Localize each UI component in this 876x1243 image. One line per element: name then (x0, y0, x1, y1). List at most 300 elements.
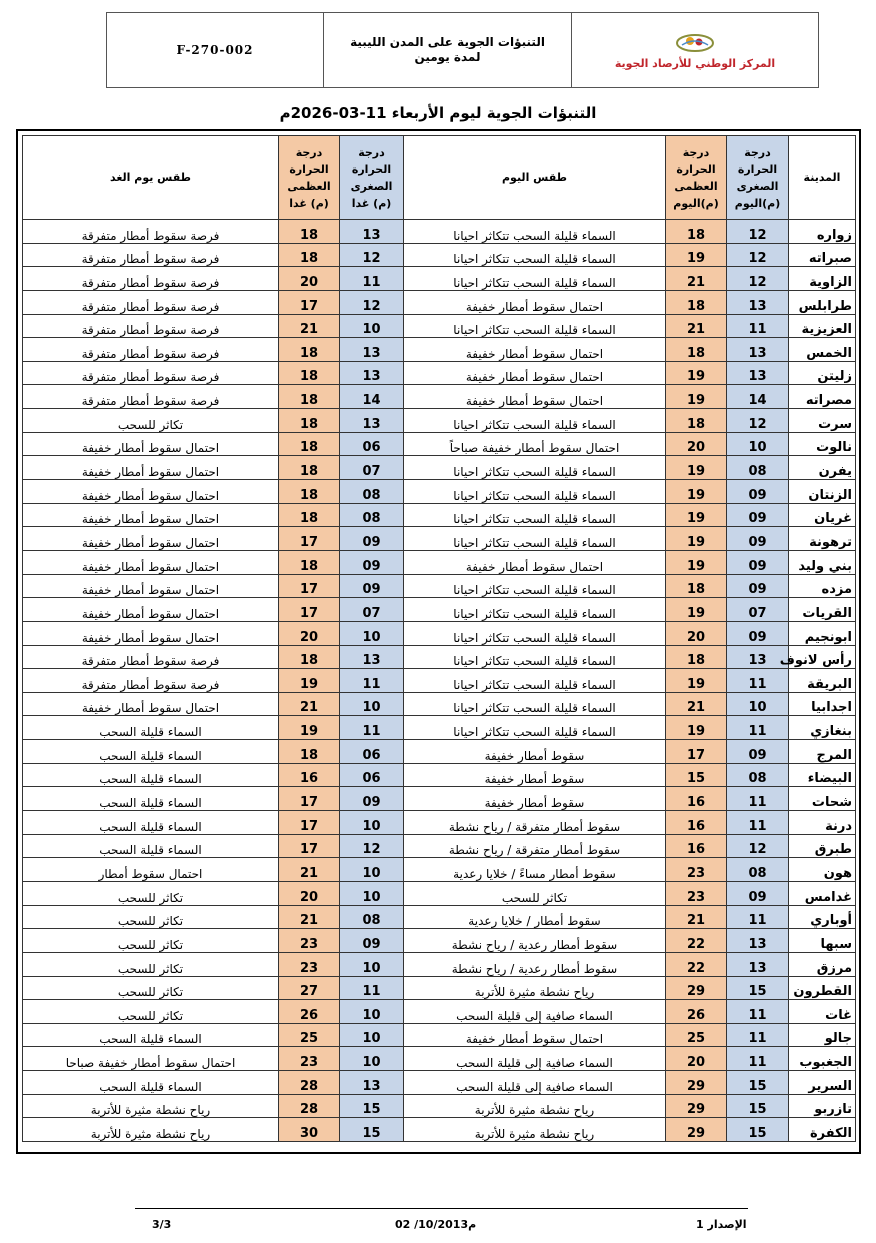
cell-min-today: 11 (727, 314, 789, 338)
cell-min-tomorrow: 10 (340, 858, 404, 882)
cell-max-tomorrow: 16 (279, 763, 340, 787)
table-row (23, 290, 856, 314)
cell-weather-tomorrow: السماء قليلة السحب (23, 763, 279, 787)
cell-weather-tomorrow: السماء قليلة السحب (23, 834, 279, 858)
col-header-max-tomorrow: درجة الحرارة العظمى (م) غدا (279, 136, 340, 220)
cell-weather-tomorrow: رياح نشطة مثيرة للأتربة (23, 1118, 279, 1142)
cell-min-today: 15 (727, 1118, 789, 1142)
cell-weather-tomorrow: تكاثر للسحب (23, 409, 279, 433)
table-row (23, 503, 856, 527)
cell-min-today: 15 (727, 1071, 789, 1095)
table-row (23, 220, 856, 244)
cell-city: هون (789, 858, 856, 882)
cell-min-tomorrow: 12 (340, 834, 404, 858)
cell-min-tomorrow: 08 (340, 503, 404, 527)
cell-city: الخمس (789, 338, 856, 362)
header-title-line1: التنبؤات الجوية على المدن الليبية (350, 35, 545, 49)
cell-max-tomorrow: 19 (279, 669, 340, 693)
cell-min-today: 09 (727, 621, 789, 645)
cell-weather-today: سقوط أمطار رعدية / رياح نشطة (404, 952, 666, 976)
cell-weather-tomorrow: فرصة سقوط أمطار متفرقة (23, 220, 279, 244)
cell-max-tomorrow: 21 (279, 858, 340, 882)
forecast-rows (23, 220, 856, 1142)
cell-min-today: 13 (727, 952, 789, 976)
cell-max-tomorrow: 20 (279, 267, 340, 291)
cell-max-tomorrow: 18 (279, 503, 340, 527)
cell-max-today: 20 (666, 432, 727, 456)
cell-weather-today: السماء قليلة السحب تتكاثر احيانا (404, 692, 666, 716)
cell-weather-tomorrow: فرصة سقوط أمطار متفرقة (23, 267, 279, 291)
cell-weather-tomorrow: تكاثر للسحب (23, 952, 279, 976)
cell-city: أوباري (789, 905, 856, 929)
col-header-min-tomorrow: درجة الحرارة الصغرى (م) غدا (340, 136, 404, 220)
cell-weather-tomorrow: تكاثر للسحب (23, 881, 279, 905)
cell-weather-today: السماء قليلة السحب تتكاثر احيانا (404, 716, 666, 740)
cell-min-today: 15 (727, 1094, 789, 1118)
cell-weather-tomorrow: احتمال سقوط أمطار خفيفة (23, 527, 279, 551)
cell-max-tomorrow: 23 (279, 952, 340, 976)
cell-max-tomorrow: 17 (279, 787, 340, 811)
cell-min-tomorrow: 10 (340, 1047, 404, 1071)
table-row (23, 858, 856, 882)
cell-max-today: 15 (666, 763, 727, 787)
cell-city: الكفرة (789, 1118, 856, 1142)
cell-max-today: 19 (666, 669, 727, 693)
cell-max-today: 18 (666, 338, 727, 362)
cell-weather-tomorrow: السماء قليلة السحب (23, 716, 279, 740)
cell-min-tomorrow: 06 (340, 432, 404, 456)
cell-max-tomorrow: 20 (279, 621, 340, 645)
cell-min-today: 12 (727, 243, 789, 267)
organization-name: المركز الوطني للأرصاد الجوية (614, 56, 776, 70)
cell-weather-today: احتمال سقوط أمطار خفيفة (404, 338, 666, 362)
cell-max-tomorrow: 18 (279, 645, 340, 669)
cell-min-tomorrow: 09 (340, 929, 404, 953)
cell-city: العزيزية (789, 314, 856, 338)
cell-max-today: 21 (666, 692, 727, 716)
cell-city: ابونجيم (789, 621, 856, 645)
cell-weather-tomorrow: السماء قليلة السحب (23, 787, 279, 811)
cell-city: المرج (789, 740, 856, 764)
cell-city: طرابلس (789, 290, 856, 314)
cell-city: تازربو (789, 1094, 856, 1118)
cell-city: طبرق (789, 834, 856, 858)
cell-weather-today: سقوط أمطار مساءً / خلايا رعدية (404, 858, 666, 882)
table-row (23, 621, 856, 645)
cell-weather-today: السماء قليلة السحب تتكاثر احيانا (404, 409, 666, 433)
cell-min-tomorrow: 10 (340, 811, 404, 835)
table-row (23, 243, 856, 267)
cell-min-tomorrow: 11 (340, 267, 404, 291)
cell-weather-tomorrow: السماء قليلة السحب (23, 811, 279, 835)
cell-city: الزنتان (789, 480, 856, 504)
table-row (23, 409, 856, 433)
cell-max-tomorrow: 18 (279, 550, 340, 574)
cell-min-tomorrow: 15 (340, 1118, 404, 1142)
cell-weather-tomorrow: تكاثر للسحب (23, 905, 279, 929)
cell-min-tomorrow: 12 (340, 290, 404, 314)
cell-weather-tomorrow: احتمال سقوط أمطار خفيفة (23, 480, 279, 504)
cell-weather-today: السماء قليلة السحب تتكاثر احيانا (404, 314, 666, 338)
cell-weather-tomorrow: احتمال سقوط أمطار خفيفة (23, 574, 279, 598)
cell-city: سرت (789, 409, 856, 433)
cell-max-today: 19 (666, 550, 727, 574)
cell-min-tomorrow: 15 (340, 1094, 404, 1118)
cell-min-today: 09 (727, 740, 789, 764)
cell-min-today: 13 (727, 338, 789, 362)
cell-city: البيضاء (789, 763, 856, 787)
cell-max-today: 19 (666, 361, 727, 385)
cell-weather-today: سقوط أمطار متفرقة / رياح نشطة (404, 811, 666, 835)
cell-city: غدامس (789, 881, 856, 905)
cell-weather-today: سقوط أمطار خفيفة (404, 787, 666, 811)
cell-max-tomorrow: 21 (279, 692, 340, 716)
table-row (23, 716, 856, 740)
cell-min-today: 09 (727, 480, 789, 504)
cell-weather-today: السماء قليلة السحب تتكاثر احيانا (404, 220, 666, 244)
cell-min-tomorrow: 11 (340, 716, 404, 740)
cell-max-tomorrow: 26 (279, 1000, 340, 1024)
cell-city: ترهونة (789, 527, 856, 551)
cell-min-tomorrow: 10 (340, 692, 404, 716)
table-row (23, 598, 856, 622)
cell-min-tomorrow: 13 (340, 409, 404, 433)
cell-max-today: 18 (666, 290, 727, 314)
cell-weather-today: رياح نشطة مثيرة للأتربة (404, 1094, 666, 1118)
forecast-table (22, 135, 856, 1142)
cell-weather-tomorrow: فرصة سقوط أمطار متفرقة (23, 314, 279, 338)
cell-min-today: 11 (727, 905, 789, 929)
footer-divider (135, 1208, 748, 1209)
cell-weather-today: سقوط أمطار / خلايا رعدية (404, 905, 666, 929)
cell-min-tomorrow: 10 (340, 881, 404, 905)
cell-max-today: 18 (666, 409, 727, 433)
cell-min-tomorrow: 09 (340, 527, 404, 551)
table-row (23, 692, 856, 716)
col-header-min-today: درجة الحرارة الصغرى (م)اليوم (727, 136, 789, 220)
organization (572, 13, 818, 87)
cell-min-today: 09 (727, 550, 789, 574)
cell-weather-tomorrow: احتمال سقوط أمطار خفيفة (23, 598, 279, 622)
cell-min-today: 08 (727, 763, 789, 787)
cell-max-tomorrow: 17 (279, 574, 340, 598)
cell-city: يفرن (789, 456, 856, 480)
cell-max-today: 16 (666, 787, 727, 811)
cell-weather-tomorrow: تكاثر للسحب (23, 929, 279, 953)
cell-weather-today: السماء قليلة السحب تتكاثر احيانا (404, 503, 666, 527)
cell-min-today: 08 (727, 858, 789, 882)
cell-weather-today: احتمال سقوط أمطار خفيفة (404, 550, 666, 574)
cell-max-today: 23 (666, 858, 727, 882)
cell-min-today: 11 (727, 1047, 789, 1071)
cell-city: زليتن (789, 361, 856, 385)
cell-weather-tomorrow: فرصة سقوط أمطار متفرقة (23, 645, 279, 669)
cell-city: درنة (789, 811, 856, 835)
cell-weather-tomorrow: فرصة سقوط أمطار متفرقة (23, 669, 279, 693)
cell-max-today: 29 (666, 1071, 727, 1095)
cell-weather-today: السماء قليلة السحب تتكاثر احيانا (404, 456, 666, 480)
cell-min-today: 09 (727, 527, 789, 551)
cell-weather-tomorrow: احتمال سقوط أمطار خفيفة (23, 621, 279, 645)
table-row (23, 834, 856, 858)
forecast-table-frame (16, 129, 861, 1154)
footer-date: 02 /10/2013م (395, 1218, 477, 1231)
cell-weather-today: احتمال سقوط أمطار خفيفة (404, 1023, 666, 1047)
cell-weather-today: سقوط أمطار خفيفة (404, 763, 666, 787)
cell-max-today: 21 (666, 905, 727, 929)
cell-weather-today: السماء قليلة السحب تتكاثر احيانا (404, 480, 666, 504)
cell-city: القريات (789, 598, 856, 622)
cell-weather-today: السماء قليلة السحب تتكاثر احيانا (404, 527, 666, 551)
cell-city: بنغازي (789, 716, 856, 740)
cell-min-tomorrow: 08 (340, 905, 404, 929)
cell-max-today: 18 (666, 220, 727, 244)
cell-max-today: 19 (666, 716, 727, 740)
cell-weather-today: احتمال سقوط أمطار خفيفة صباحاً (404, 432, 666, 456)
cell-max-today: 19 (666, 503, 727, 527)
table-row (23, 432, 856, 456)
table-row (23, 787, 856, 811)
cell-weather-tomorrow: فرصة سقوط أمطار متفرقة (23, 361, 279, 385)
cell-min-tomorrow: 08 (340, 480, 404, 504)
cell-max-tomorrow: 17 (279, 598, 340, 622)
table-row (23, 669, 856, 693)
cell-min-tomorrow: 11 (340, 669, 404, 693)
organization-logo-icon (672, 31, 718, 53)
cell-min-tomorrow: 14 (340, 385, 404, 409)
cell-min-today: 13 (727, 290, 789, 314)
table-row (23, 1118, 856, 1142)
cell-weather-tomorrow: السماء قليلة السحب (23, 740, 279, 764)
cell-max-today: 17 (666, 740, 727, 764)
cell-max-today: 21 (666, 314, 727, 338)
cell-max-tomorrow: 25 (279, 1023, 340, 1047)
cell-min-today: 11 (727, 669, 789, 693)
cell-min-tomorrow: 10 (340, 621, 404, 645)
cell-min-today: 08 (727, 456, 789, 480)
cell-min-tomorrow: 09 (340, 550, 404, 574)
cell-max-today: 26 (666, 1000, 727, 1024)
cell-max-tomorrow: 18 (279, 338, 340, 362)
cell-max-tomorrow: 23 (279, 929, 340, 953)
cell-min-today: 09 (727, 503, 789, 527)
cell-city: نالوت (789, 432, 856, 456)
cell-min-today: 11 (727, 811, 789, 835)
cell-weather-tomorrow: احتمال سقوط أمطار خفيفة (23, 692, 279, 716)
form-code: F-270-002 (107, 13, 324, 87)
table-row (23, 811, 856, 835)
document-header (106, 12, 819, 88)
cell-max-today: 19 (666, 527, 727, 551)
cell-weather-tomorrow: فرصة سقوط أمطار متفرقة (23, 290, 279, 314)
cell-min-tomorrow: 09 (340, 574, 404, 598)
cell-max-tomorrow: 28 (279, 1071, 340, 1095)
cell-city: زواره (789, 220, 856, 244)
table-row (23, 740, 856, 764)
table-row (23, 574, 856, 598)
cell-min-today: 09 (727, 574, 789, 598)
footer-page-number: 3/3 (152, 1218, 172, 1231)
cell-max-today: 29 (666, 1118, 727, 1142)
cell-max-tomorrow: 17 (279, 290, 340, 314)
cell-max-today: 18 (666, 645, 727, 669)
cell-max-tomorrow: 18 (279, 409, 340, 433)
cell-max-tomorrow: 17 (279, 527, 340, 551)
cell-weather-tomorrow: احتمال سقوط أمطار (23, 858, 279, 882)
cell-weather-today: تكاثر للسحب (404, 881, 666, 905)
cell-city: بني وليد (789, 550, 856, 574)
cell-max-today: 19 (666, 480, 727, 504)
cell-weather-today: سقوط أمطار رعدية / رياح نشطة (404, 929, 666, 953)
table-row (23, 1023, 856, 1047)
cell-max-today: 23 (666, 881, 727, 905)
cell-max-today: 19 (666, 243, 727, 267)
cell-max-today: 25 (666, 1023, 727, 1047)
cell-min-tomorrow: 12 (340, 243, 404, 267)
cell-max-tomorrow: 18 (279, 740, 340, 764)
cell-max-tomorrow: 30 (279, 1118, 340, 1142)
cell-max-today: 21 (666, 267, 727, 291)
cell-city: الجغبوب (789, 1047, 856, 1071)
cell-min-today: 10 (727, 432, 789, 456)
cell-min-tomorrow: 10 (340, 952, 404, 976)
cell-min-today: 11 (727, 787, 789, 811)
cell-min-tomorrow: 13 (340, 1071, 404, 1095)
cell-weather-today: السماء قليلة السحب تتكاثر احيانا (404, 598, 666, 622)
col-header-max-today: درجة الحرارة العظمى (م)اليوم (666, 136, 727, 220)
cell-weather-tomorrow: احتمال سقوط أمطار خفيفة (23, 456, 279, 480)
cell-city: مزده (789, 574, 856, 598)
cell-weather-tomorrow: السماء قليلة السحب (23, 1023, 279, 1047)
table-row (23, 881, 856, 905)
cell-city: غريان (789, 503, 856, 527)
cell-city: جالو (789, 1023, 856, 1047)
cell-min-tomorrow: 13 (340, 220, 404, 244)
cell-max-tomorrow: 27 (279, 976, 340, 1000)
cell-max-today: 29 (666, 1094, 727, 1118)
col-header-city: المدينة (789, 136, 856, 220)
cell-max-today: 20 (666, 621, 727, 645)
cell-city: اجدابيا (789, 692, 856, 716)
cell-max-tomorrow: 28 (279, 1094, 340, 1118)
table-row (23, 338, 856, 362)
cell-max-today: 29 (666, 976, 727, 1000)
cell-max-tomorrow: 18 (279, 480, 340, 504)
cell-max-tomorrow: 18 (279, 456, 340, 480)
table-row (23, 456, 856, 480)
table-row (23, 905, 856, 929)
cell-weather-today: السماء قليلة السحب تتكاثر احيانا (404, 645, 666, 669)
table-row (23, 952, 856, 976)
cell-max-today: 16 (666, 834, 727, 858)
cell-weather-tomorrow: احتمال سقوط أمطار خفيفة (23, 432, 279, 456)
cell-min-today: 12 (727, 834, 789, 858)
cell-weather-tomorrow: تكاثر للسحب (23, 1000, 279, 1024)
cell-min-tomorrow: 10 (340, 314, 404, 338)
cell-city: صبراته (789, 243, 856, 267)
cell-min-today: 13 (727, 361, 789, 385)
table-row (23, 645, 856, 669)
cell-weather-today: السماء صافية إلى قليلة السحب (404, 1000, 666, 1024)
table-row (23, 1094, 856, 1118)
cell-max-tomorrow: 21 (279, 314, 340, 338)
col-header-weather-tomorrow: طقس يوم الغد (23, 136, 279, 220)
cell-weather-today: السماء قليلة السحب تتكاثر احيانا (404, 243, 666, 267)
cell-min-tomorrow: 13 (340, 338, 404, 362)
table-header-row (23, 136, 856, 220)
cell-weather-today: السماء صافية إلى قليلة السحب (404, 1071, 666, 1095)
cell-min-tomorrow: 10 (340, 1000, 404, 1024)
table-row (23, 480, 856, 504)
cell-weather-today: السماء صافية إلى قليلة السحب (404, 1047, 666, 1071)
table-row (23, 1071, 856, 1095)
cell-min-today: 10 (727, 692, 789, 716)
cell-max-today: 16 (666, 811, 727, 835)
cell-min-tomorrow: 13 (340, 361, 404, 385)
cell-city: الزاوية (789, 267, 856, 291)
cell-min-today: 11 (727, 1023, 789, 1047)
table-row (23, 267, 856, 291)
cell-weather-today: السماء قليلة السحب تتكاثر احيانا (404, 267, 666, 291)
cell-weather-tomorrow: احتمال سقوط أمطار خفيفة (23, 550, 279, 574)
cell-min-today: 15 (727, 976, 789, 1000)
cell-weather-today: رياح نشطة مثيرة للأتربة (404, 976, 666, 1000)
table-row (23, 385, 856, 409)
cell-min-today: 09 (727, 881, 789, 905)
header-title-line2: لمدة يومين (414, 50, 481, 64)
cell-max-today: 19 (666, 598, 727, 622)
cell-city: رأس لانوف (789, 645, 856, 669)
cell-weather-tomorrow: السماء قليلة السحب (23, 1071, 279, 1095)
cell-max-tomorrow: 18 (279, 385, 340, 409)
cell-max-today: 22 (666, 952, 727, 976)
cell-weather-tomorrow: احتمال سقوط أمطار خفيفة (23, 503, 279, 527)
page-title: التنبؤات الجوية ليوم الأربعاء 11-03-2026م (279, 104, 597, 122)
cell-weather-tomorrow: فرصة سقوط أمطار متفرقة (23, 385, 279, 409)
cell-city: سبها (789, 929, 856, 953)
cell-weather-today: سقوط أمطار خفيفة (404, 740, 666, 764)
cell-max-tomorrow: 18 (279, 220, 340, 244)
cell-min-tomorrow: 06 (340, 740, 404, 764)
cell-min-tomorrow: 06 (340, 763, 404, 787)
cell-max-today: 19 (666, 456, 727, 480)
cell-max-today: 19 (666, 385, 727, 409)
cell-max-tomorrow: 17 (279, 834, 340, 858)
cell-weather-tomorrow: فرصة سقوط أمطار متفرقة (23, 243, 279, 267)
cell-max-today: 20 (666, 1047, 727, 1071)
table-row (23, 976, 856, 1000)
cell-min-tomorrow: 07 (340, 598, 404, 622)
cell-max-tomorrow: 18 (279, 243, 340, 267)
cell-max-tomorrow: 20 (279, 881, 340, 905)
cell-max-tomorrow: 23 (279, 1047, 340, 1071)
cell-weather-today: سقوط أمطار متفرقة / رياح نشطة (404, 834, 666, 858)
cell-city: القطرون (789, 976, 856, 1000)
cell-min-today: 07 (727, 598, 789, 622)
col-header-weather-today: طقس اليوم (404, 136, 666, 220)
cell-min-tomorrow: 13 (340, 645, 404, 669)
cell-weather-tomorrow: رياح نشطة مثيرة للأتربة (23, 1094, 279, 1118)
cell-weather-today: احتمال سقوط أمطار خفيفة (404, 290, 666, 314)
table-row (23, 1047, 856, 1071)
cell-max-today: 18 (666, 574, 727, 598)
cell-city: السرير (789, 1071, 856, 1095)
cell-min-today: 11 (727, 1000, 789, 1024)
cell-weather-today: السماء قليلة السحب تتكاثر احيانا (404, 574, 666, 598)
footer-edition: الإصدار 1 (696, 1218, 747, 1231)
cell-city: البريقة (789, 669, 856, 693)
cell-city: مصراته (789, 385, 856, 409)
